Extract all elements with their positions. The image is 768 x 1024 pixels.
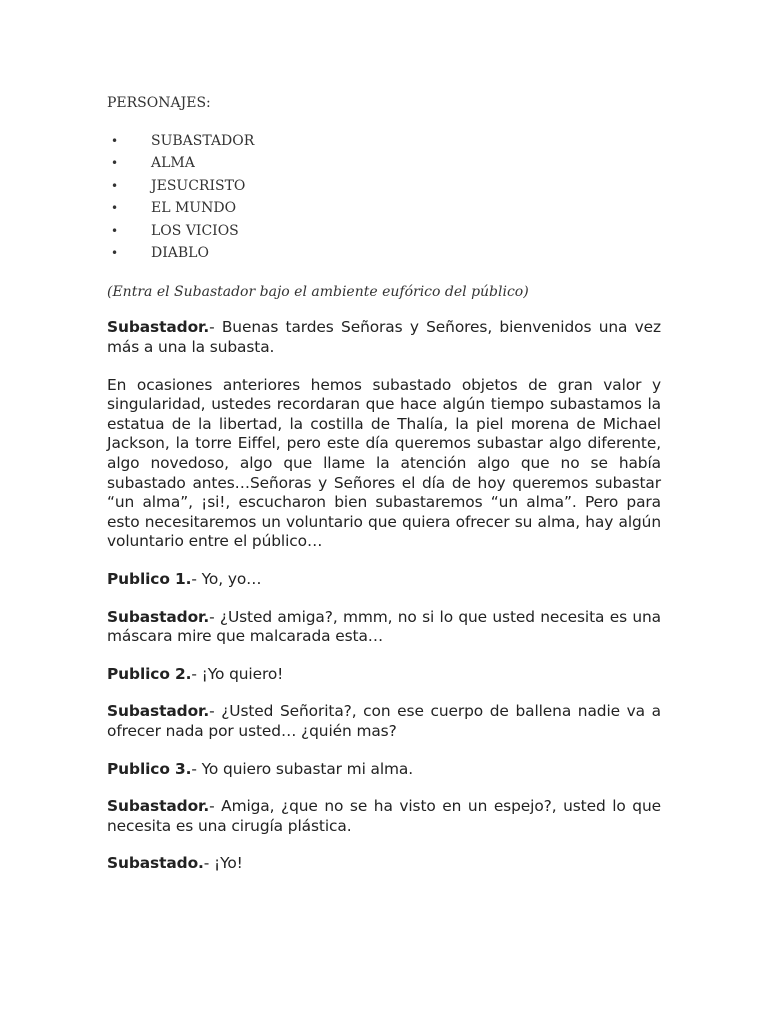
dialogue-text: - ¡Yo quiero! <box>191 664 284 683</box>
bullet-icon: • <box>111 156 119 171</box>
dialogue-line <box>107 854 661 874</box>
list-item <box>107 152 661 174</box>
character-name: DIABLO <box>151 245 209 262</box>
speaker-name: Publico 3. <box>107 759 192 778</box>
dialogue-text: - ¡Yo! <box>203 854 243 873</box>
character-name: EL MUNDO <box>151 200 237 217</box>
character-list <box>107 130 661 264</box>
speaker-name: Subastador. <box>107 607 210 626</box>
dialogue-text: - Amiga, ¿que no se ha visto en un espejo?, usted lo que necesita es una cirugía plástica. <box>107 797 661 835</box>
dialogue-text: - Yo quiero subastar mi alma. <box>191 759 414 778</box>
characters-heading: PERSONAJES: <box>107 95 211 111</box>
list-item <box>107 130 661 152</box>
bullet-icon: • <box>111 178 119 193</box>
dialogue-text: - Buenas tardes Señoras y Señores, bienvenidos una vez más a una la subasta. <box>107 318 661 357</box>
speaker-name: Subastado. <box>107 854 204 873</box>
dialogue-line <box>107 608 661 647</box>
dialogue-line <box>107 570 661 590</box>
document-page <box>107 92 661 892</box>
bullet-icon: • <box>111 134 119 148</box>
bullet-icon: • <box>111 201 119 216</box>
list-item <box>107 242 661 264</box>
dialogue-line <box>107 376 661 552</box>
dialogue-line <box>107 797 661 836</box>
speaker-name: Publico 1. <box>107 569 192 588</box>
dialogue-line <box>107 318 661 357</box>
character-name: ALMA <box>151 155 195 172</box>
character-name: JESUCRISTO <box>151 177 246 194</box>
bullet-icon: • <box>111 246 119 261</box>
bullet-icon: • <box>111 223 119 238</box>
speaker-name: Subastador. <box>107 318 210 337</box>
dialogue-text: - ¿Usted Señorita?, con ese cuerpo de ballena nadie va a ofrecer nada por usted… ¿quién mas? <box>107 702 661 740</box>
list-item <box>107 175 661 197</box>
speaker-name: Publico 2. <box>107 664 192 683</box>
list-item <box>107 197 661 219</box>
dialogue-text: - Yo, yo… <box>191 569 262 588</box>
speaker-name: Subastador. <box>107 797 210 816</box>
list-item <box>107 220 661 242</box>
dialogue-line <box>107 702 661 741</box>
stage-direction: (Entra el Subastador bajo el ambiente eufórico del público) <box>107 284 529 301</box>
dialogue-line <box>107 760 661 780</box>
speaker-name: Subastador. <box>107 702 210 721</box>
character-name: LOS VICIOS <box>151 222 239 239</box>
character-name: SUBASTADOR <box>151 133 255 149</box>
dialogue-text: - ¿Usted amiga?, mmm, no si lo que usted necesita es una máscara mire que malcarada esta… <box>107 607 661 646</box>
dialogue-text: En ocasiones anteriores hemos subastado objetos de gran valor y singularidad, ustedes recordaran que hace algún tiempo subastamos la estatua de la libertad, la costilla de Thalía, la piel morena de Michael Jackson, la torre Eiffel, pero este día queremos subastar algo diferente, algo novedoso, algo que llame la atención algo que no se había subastado antes…Señoras y Señores el día de hoy queremos subastar “un alma”, ¡si!, escucharon bien subastaremos “un alma”. Pero para esto necesitaremos un voluntario que quiera ofrecer su alma, hay algún voluntario entre el público… <box>107 375 661 551</box>
dialogue-line <box>107 665 661 685</box>
